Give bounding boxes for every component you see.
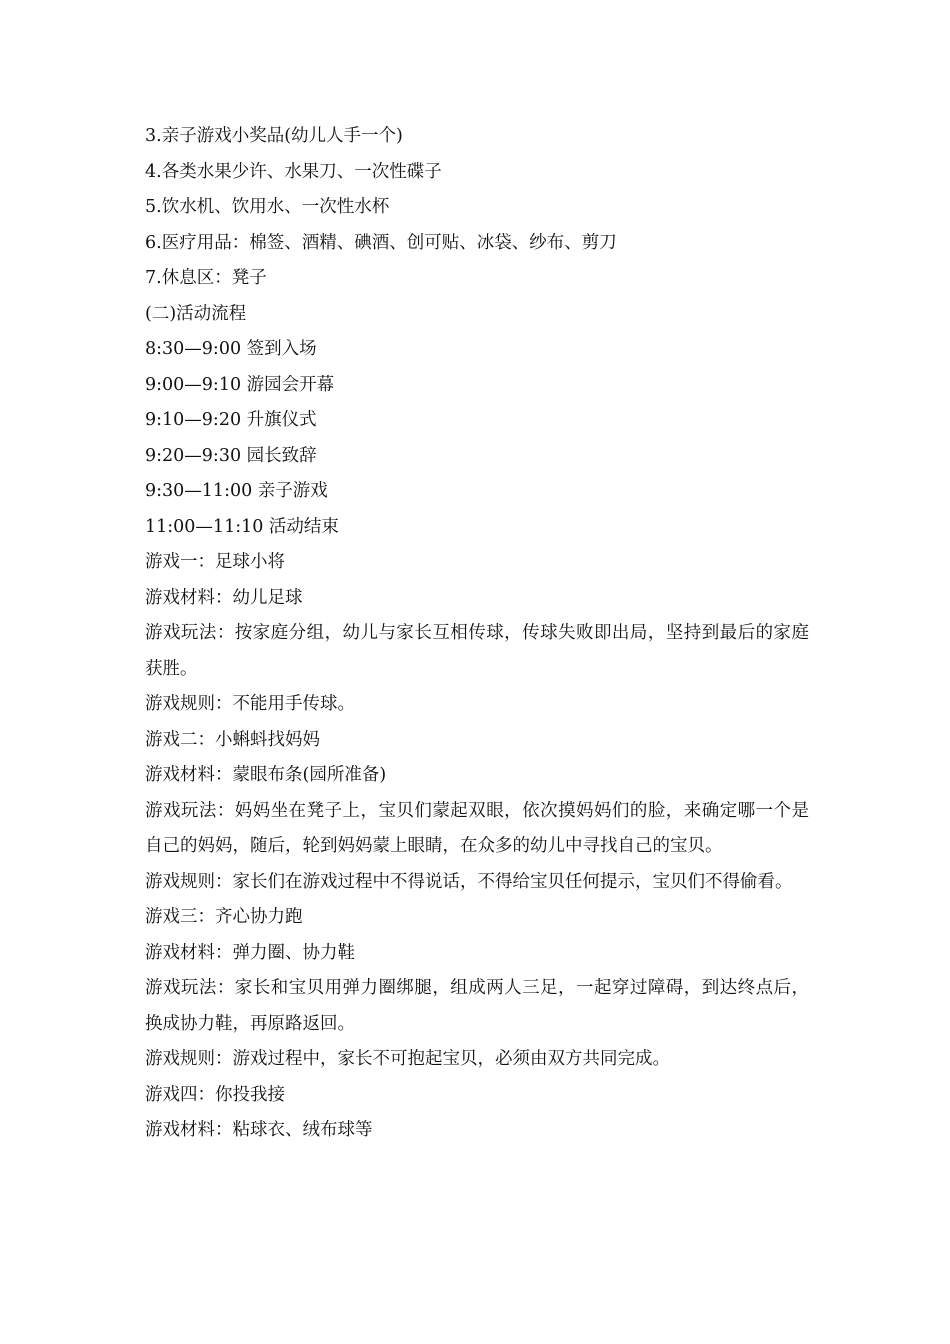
item-medical: 6.医疗用品：棉签、酒精、碘酒、创可贴、冰袋、纱布、剪刀 xyxy=(145,232,617,253)
game-title: 游戏四：你投我接 xyxy=(145,1084,285,1105)
schedule-item: 8:30—9:00 签到入场 xyxy=(145,339,317,359)
schedule-item: 9:20—9:30 园长致辞 xyxy=(145,445,317,466)
game-title: 游戏三：齐心协力跑 xyxy=(145,907,303,927)
game-title: 游戏一：足球小将 xyxy=(145,552,285,572)
game-materials: 游戏材料：幼儿足球 xyxy=(145,587,303,608)
item-prizes: 3.亲子游戏小奖品(幼儿人手一个) xyxy=(145,126,403,146)
item-rest-area: 7.休息区：凳子 xyxy=(145,268,267,288)
document-page xyxy=(145,119,809,1149)
schedule-item: 9:10—9:20 升旗仪式 xyxy=(145,410,317,430)
game-rules: 游戏规则：游戏过程中，家长不可抱起宝贝，必须由双方共同完成。 xyxy=(145,1049,670,1069)
section-heading-flow: (二)活动流程 xyxy=(145,303,247,324)
schedule-item: 9:30—11:00 亲子游戏 xyxy=(145,481,328,501)
game-play: 游戏玩法：按家庭分组，幼儿与家长互相传球，传球失败即出局，坚持到最后的家庭获胜。 xyxy=(145,623,809,679)
item-fruit: 4.各类水果少许、水果刀、一次性碟子 xyxy=(145,161,442,182)
game-materials: 游戏材料：粘球衣、绒布球等 xyxy=(145,1120,373,1140)
game-title: 游戏二：小蝌蚪找妈妈 xyxy=(145,729,320,750)
game-rules: 游戏规则：家长们在游戏过程中不得说话，不得给宝贝任何提示，宝贝们不得偷看。 xyxy=(145,871,793,892)
game-materials: 游戏材料：蒙眼布条(园所准备) xyxy=(145,765,387,785)
game-materials: 游戏材料：弹力圈、协力鞋 xyxy=(145,942,355,963)
item-water: 5.饮水机、饮用水、一次性水杯 xyxy=(145,197,390,217)
game-play: 游戏玩法：妈妈坐在凳子上，宝贝们蒙起双眼，依次摸妈妈们的脸，来确定哪一个是自己的妈妈，随后，轮到妈妈蒙上眼睛，在众多的幼儿中寻找自己的宝贝。 xyxy=(145,800,809,856)
schedule-item: 9:00—9:10 游园会开幕 xyxy=(145,374,335,395)
schedule-item: 11:00—11:10 活动结束 xyxy=(145,516,339,537)
game-rules: 游戏规则：不能用手传球。 xyxy=(145,694,355,714)
game-play: 游戏玩法：家长和宝贝用弹力圈绑腿，组成两人三足，一起穿过障碍，到达终点后，换成协力鞋，再原路返回。 xyxy=(145,978,809,1034)
